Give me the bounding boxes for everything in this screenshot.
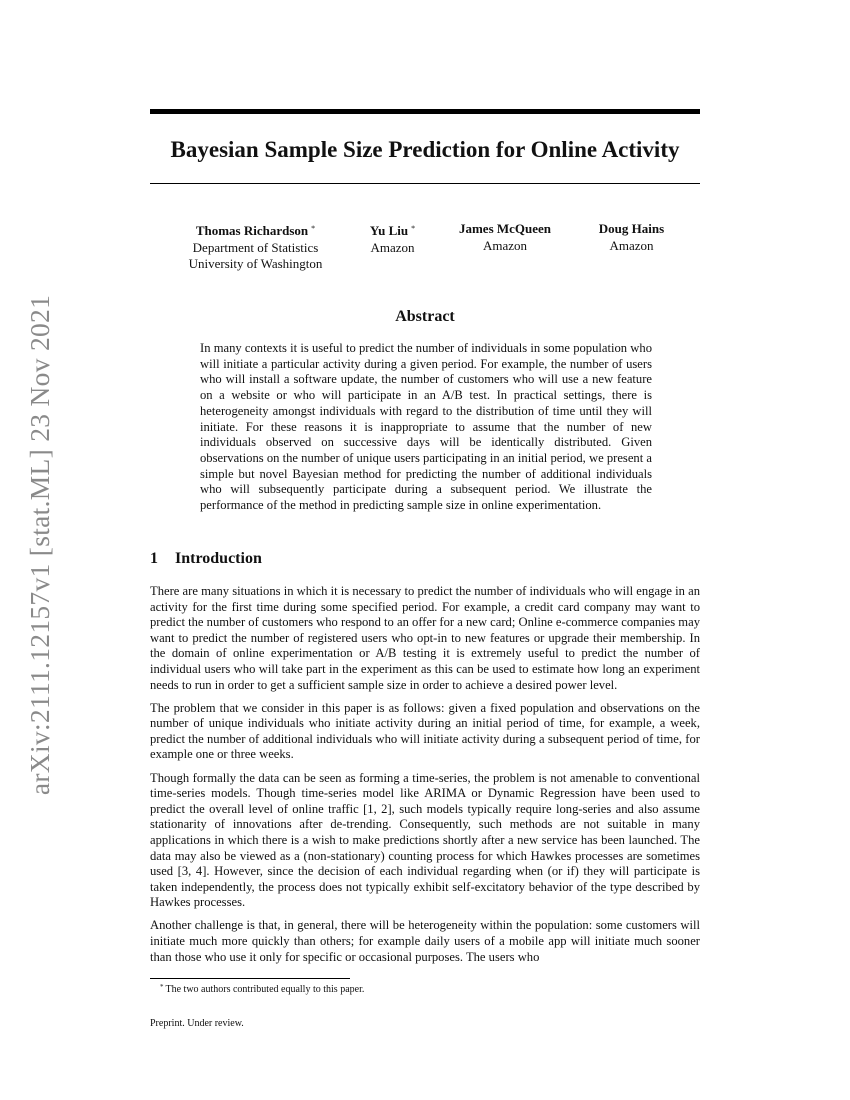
footnote-mark: * xyxy=(160,983,164,991)
body-paragraph: The problem that we consider in this paper is as follows: given a fixed population and observations on the number of unique individuals who initiate activity during an initial period of time, for example, a week, predict the number of additional individuals who will initiate activity during a subsequent period of time, for example one or three weeks. xyxy=(150,700,700,762)
section-number: 1 xyxy=(150,550,158,567)
abstract-heading: Abstract xyxy=(395,308,455,325)
author-affiliation: University of Washington xyxy=(188,256,323,271)
introduction-body xyxy=(150,584,700,973)
paper-title: Bayesian Sample Size Prediction for Online Activity xyxy=(170,137,680,162)
preprint-note: Preprint. Under review. xyxy=(150,1018,244,1029)
section-heading xyxy=(150,549,262,569)
title-bottom-rule xyxy=(150,183,700,184)
author-block xyxy=(580,221,683,254)
author-affiliation: Amazon xyxy=(609,237,654,253)
author-affiliation: Department of Statistics xyxy=(192,239,319,255)
section-title: Introduction xyxy=(175,550,262,567)
author-block xyxy=(168,221,343,273)
body-paragraph: Though formally the data can be seen as forming a time-series, the problem is not amenable to conventional time-series models. Though time-series model like ARIMA or Dynamic Regression have been used to predict the overall level of online traffic [1, 2], such models typically require long-series and also assume stationarity of innovations after de-trending. Consequently, such methods are not suitable in many applications in which there is a wish to make predictions shortly after a new service has been launched. The data may also be viewed as a (non-stationary) counting process for which Hawkes processes are sometimes used [3, 4]. However, since the decision of each individual regarding when (or if) they will participate is taken independently, the process does not typically exhibit self-excitatory behavior of the type described by Hawkes processes. xyxy=(150,770,700,910)
author-affiliation: Amazon xyxy=(482,237,528,253)
arxiv-identifier-stamp: arXiv:2111.12157v1 [stat.ML] 23 Nov 2021 xyxy=(24,294,55,796)
author-block xyxy=(445,221,565,254)
body-paragraph: Another challenge is that, in general, there will be heterogeneity within the population: some customers will initiate much more quickly than others; for example daily users of a mobile app will initiate much sooner than those who use it only for specific or occasional purposes. The users who xyxy=(150,918,700,964)
body-paragraph: There are many situations in which it is necessary to predict the number of individuals who will engage in an activity for the first time during some specified period. For example, a credit card company may want to predict the number of customers who respond to an offer for a new card; Online e-commerce companies may want to predict the number of registered users who opt-in to new features or upgrade their membership. In the domain of online experimentation or A/B testing it is extremely useful to predict the number of individual users who will take part in the experiment as this can be used to estimate how long an experiment needs to run in order to get a sufficient sample size in order to achieve a desired power level. xyxy=(150,584,700,692)
author-name: Yu Liu xyxy=(369,223,409,238)
author-equal-contribution-mark: * xyxy=(411,224,416,233)
footnote xyxy=(160,981,364,996)
author-equal-contribution-mark: * xyxy=(311,224,316,233)
footnote-text: The two authors contributed equally to this paper. xyxy=(165,984,365,995)
author-block xyxy=(350,221,435,256)
abstract-text: In many contexts it is useful to predict the number of individuals in some population who will initiate a particular activity during a given period. For example, the number of users who will install a software update, the number of customers who will use a new feature on a website or who will participate in an A/B test. In practical settings, there is heterogeneity amongst individuals with regard to the distribution of time until they will initiate. For these reasons it is inappropriate to assume that the number of new individuals observed on successive days will be identically distributed. Given observations on the number of unique users participating in an initial period, we present a simple but novel Bayesian method for predicting the number of additional individuals who will subsequently participate during a subsequent period. We illustrate the performance of the method in predicting sample size in online experimentation. xyxy=(200,341,652,513)
author-name: Thomas Richardson xyxy=(195,223,309,238)
author-name: James McQueen xyxy=(458,221,552,236)
footnote-divider xyxy=(150,978,350,979)
author-affiliation: Amazon xyxy=(370,239,415,255)
author-name: Doug Hains xyxy=(598,221,665,236)
title-top-rule xyxy=(150,109,700,114)
